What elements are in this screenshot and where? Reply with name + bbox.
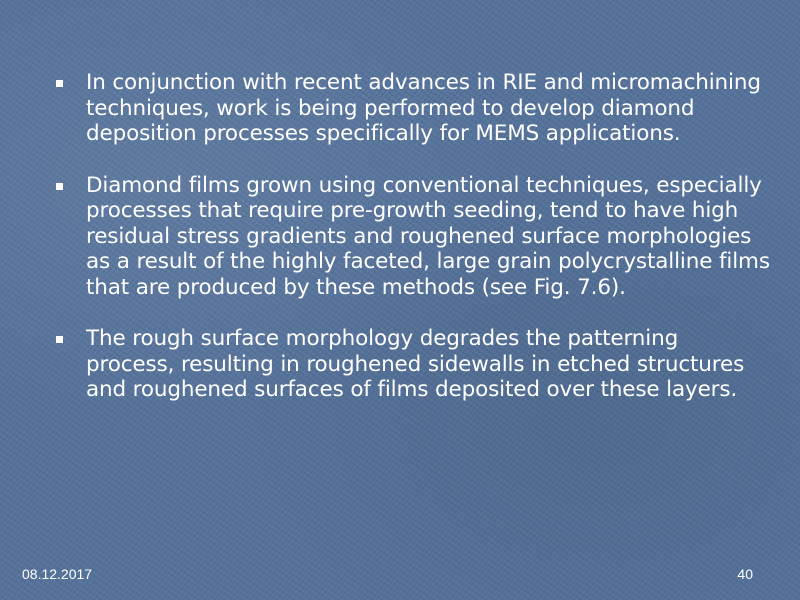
page-number: 40 (737, 566, 753, 582)
footer-date: 08.12.2017 (22, 566, 93, 582)
bullet-text: In conjunction with recent advances in RIE and micromachining techniques, work is being performed to develop diamond deposition processes specifically for MEMS applications. (86, 70, 761, 146)
bullet-item (52, 326, 772, 403)
bullet-item (52, 70, 772, 147)
square-bullet-icon (56, 80, 63, 87)
square-bullet-icon (56, 336, 63, 343)
bullet-text: The rough surface morphology degrades the patterning process, resulting in roughened sidewalls in etched structures and roughened surfaces of films deposited over these layers. (86, 326, 745, 402)
bullet-text: Diamond films grown using conventional techniques, especially processes that require pre-growth seeding, tend to have high residual stress gradients and roughened surface morphologies as a result of the highly faceted, large grain polycrystalline films that are produced by these methods (see Fig. 7.6). (86, 172, 770, 300)
bullet-list (52, 70, 772, 429)
square-bullet-icon (56, 183, 63, 190)
bullet-item (52, 173, 772, 301)
